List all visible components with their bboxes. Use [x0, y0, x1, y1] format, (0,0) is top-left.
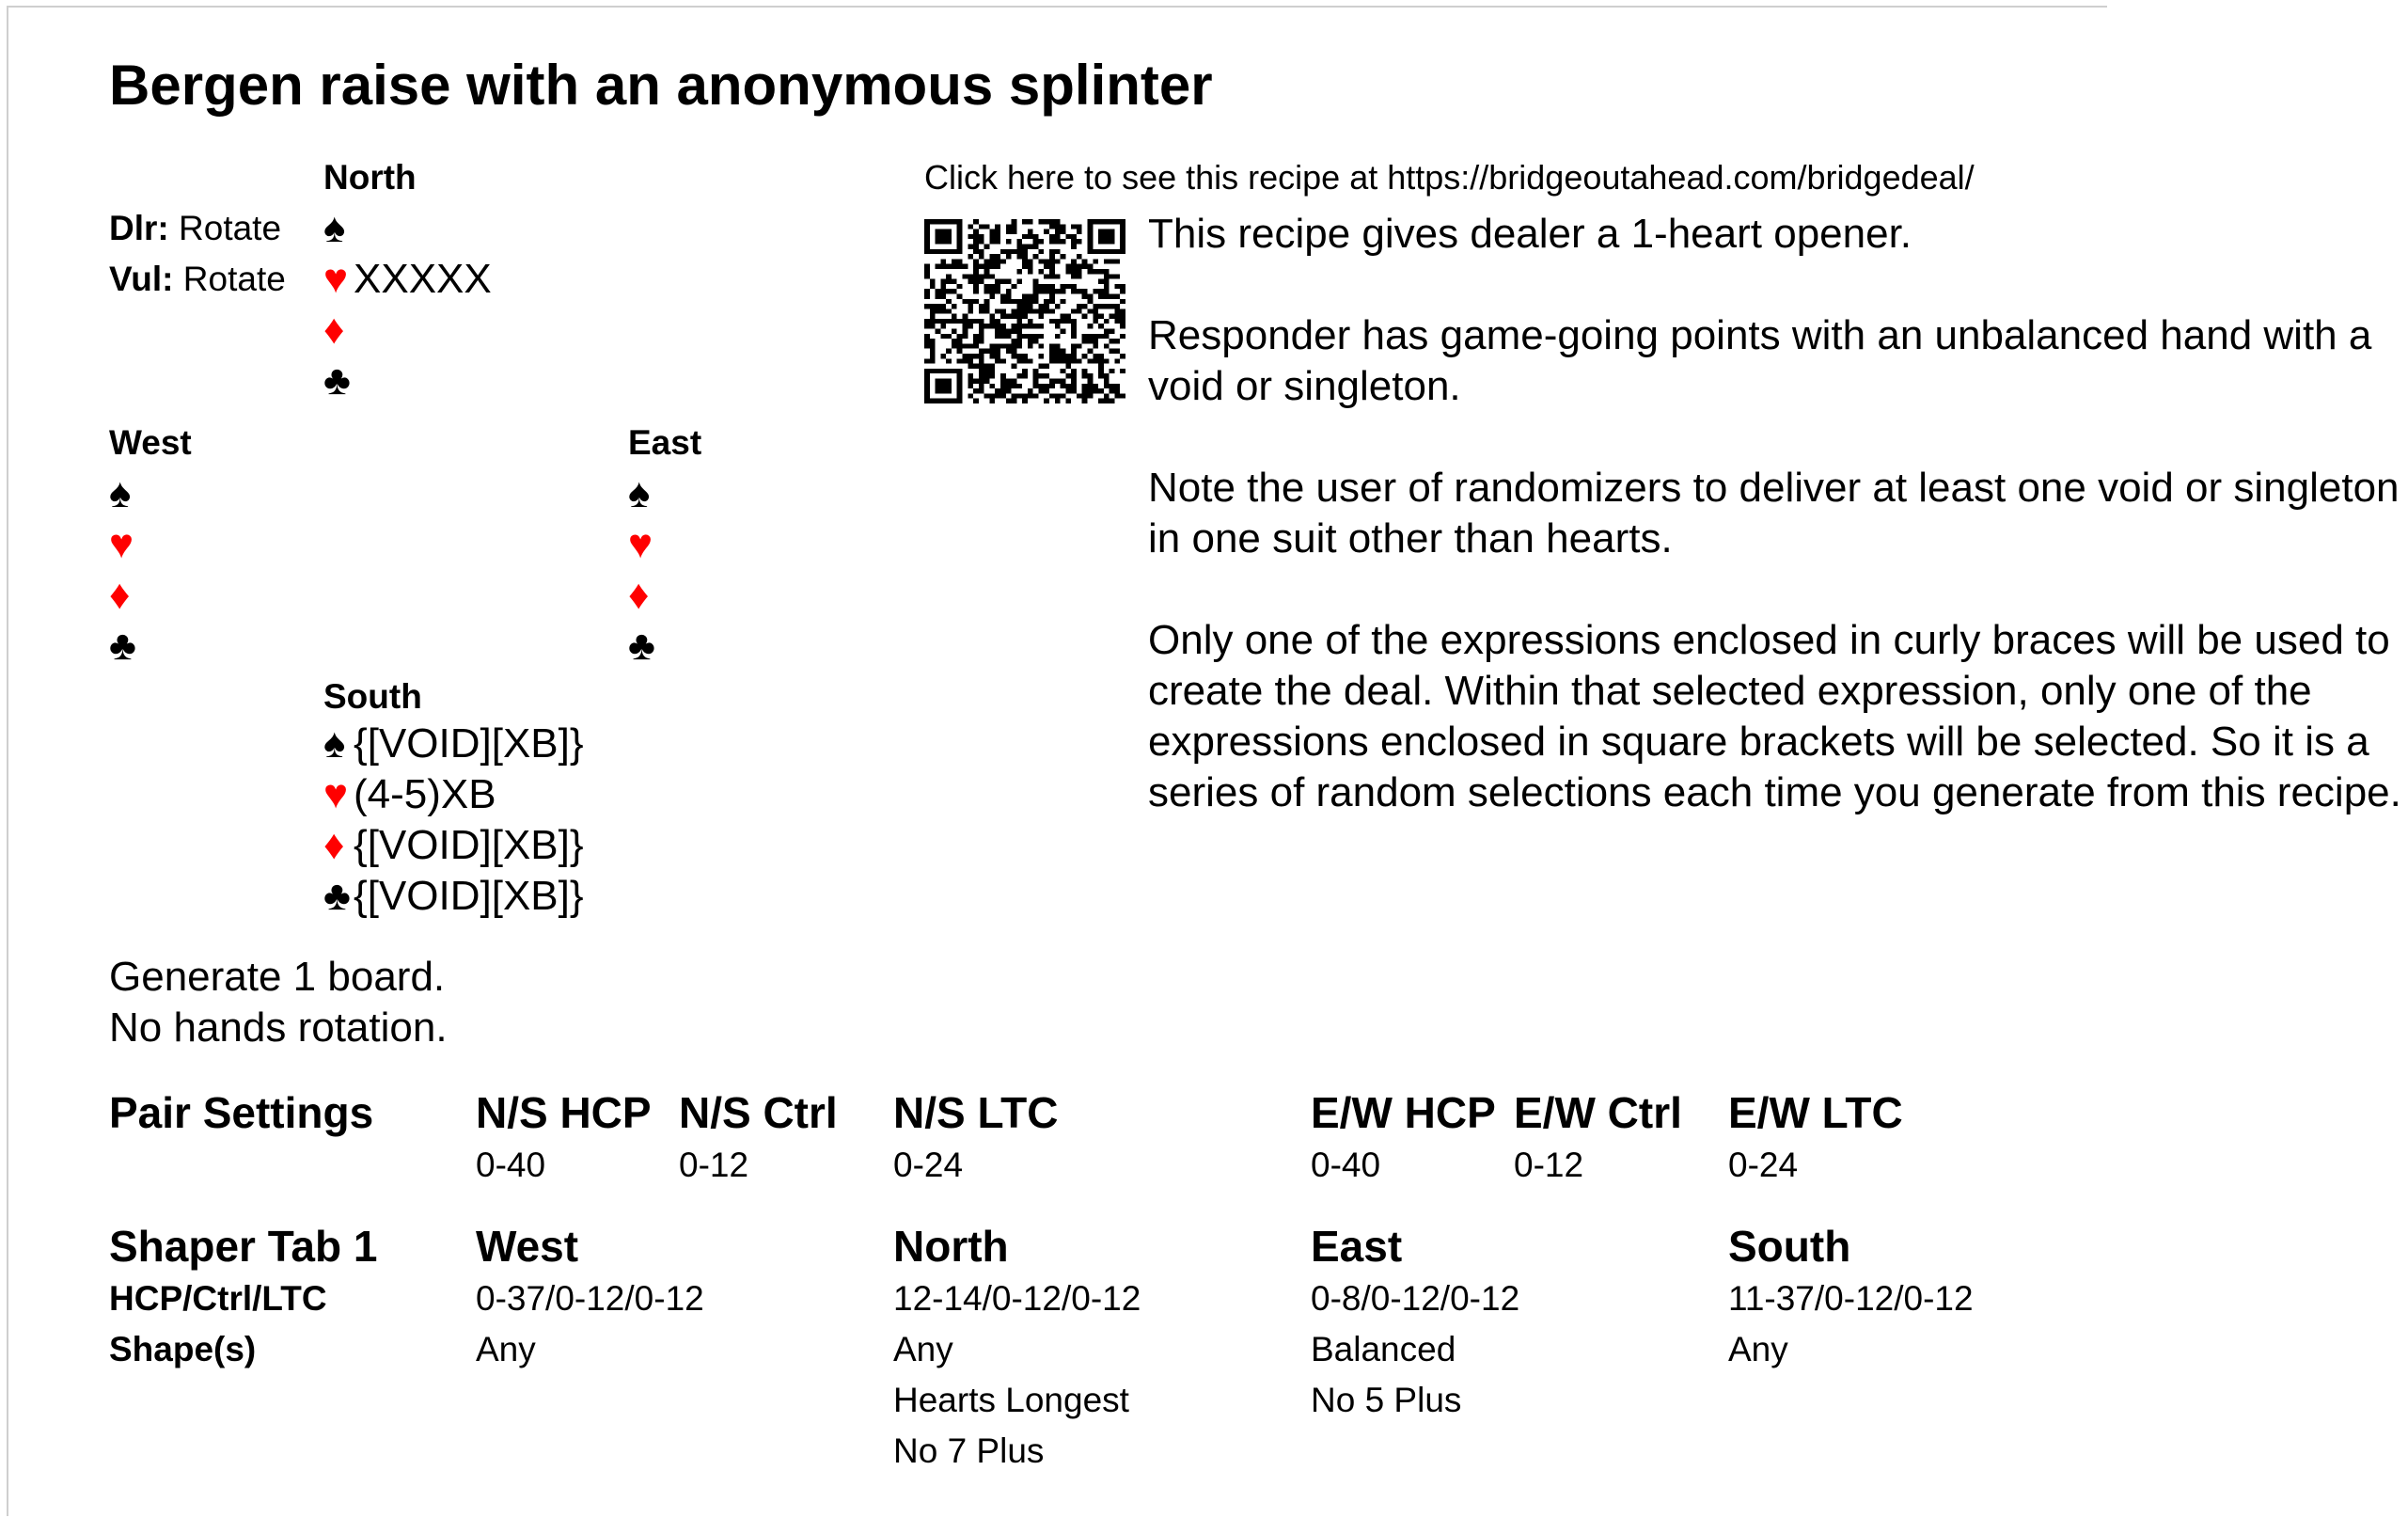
south-diamonds-holding: {[VOID][XB]} [354, 822, 584, 868]
shaper-north-shape: No 7 Plus [893, 1431, 1045, 1470]
south-spades [323, 720, 584, 767]
description-paragraph: Only one of the expressions enclosed in curly braces will be used to create the deal. Within that selected expression, only one of the expressions enclosed in square brackets will be selected. So it is a series of random selections each time you generate from this recipe. [1148, 617, 2401, 815]
east-clubs [628, 623, 658, 670]
east-label: East [628, 423, 702, 462]
south-spades-holding: {[VOID][XB]} [354, 720, 584, 767]
vul-label: Vul: [109, 260, 174, 298]
east-spades [628, 470, 658, 517]
club-icon: ♣ [323, 873, 351, 919]
south-clubs [323, 873, 584, 920]
south-diamonds [323, 822, 584, 869]
shaper-tab-label: Shaper Tab 1 [109, 1222, 378, 1271]
diamond-icon: ♦ [323, 307, 345, 353]
ns-ctrl-value: 0-12 [679, 1146, 749, 1184]
west-spades [109, 470, 139, 517]
ns-ltc-value: 0-24 [893, 1146, 964, 1184]
ew-ctrl-value: 0-12 [1514, 1146, 1584, 1184]
north-hearts [323, 256, 492, 303]
hcp-row-label: HCP/Ctrl/LTC [109, 1279, 327, 1318]
page-title: Bergen raise with an anonymous splinter [109, 54, 1213, 117]
north-hearts-holding: XXXXX [354, 256, 492, 302]
ns-hcp-header: N/S HCP [476, 1088, 652, 1137]
ew-hcp-value: 0-40 [1311, 1146, 1381, 1184]
shaper-south-header: South [1728, 1222, 1851, 1271]
heart-icon: ♥ [628, 521, 653, 567]
diamond-icon: ♦ [109, 572, 131, 618]
heart-icon: ♥ [109, 521, 134, 567]
ew-ltc-value: 0-24 [1728, 1146, 1799, 1184]
club-icon: ♣ [323, 357, 351, 403]
west-clubs [109, 623, 139, 670]
ns-hcp-value: 0-40 [476, 1146, 546, 1184]
south-hearts-holding: (4-5)XB [354, 771, 496, 817]
shaper-west-hcp: 0-37/0-12/0-12 [476, 1279, 704, 1318]
south-clubs-holding: {[VOID][XB]} [354, 873, 584, 919]
shaper-east-shape: Balanced [1311, 1330, 1456, 1368]
north-diamonds [323, 307, 354, 354]
south-label: South [323, 677, 422, 716]
shaper-east-header: East [1311, 1222, 1403, 1271]
diamond-icon: ♦ [628, 572, 650, 618]
west-label: West [109, 423, 192, 462]
dealer-value: Rotate [179, 209, 282, 247]
spade-icon: ♠ [323, 720, 346, 767]
pair-settings-label: Pair Settings [109, 1088, 374, 1137]
diamond-icon: ♦ [323, 822, 345, 868]
shaper-south-hcp: 11-37/0-12/0-12 [1728, 1279, 1974, 1318]
spade-icon: ♠ [109, 470, 132, 516]
north-label: North [323, 158, 417, 197]
shapes-row-label: Shape(s) [109, 1330, 257, 1368]
description-paragraph: Note the user of randomizers to deliver at least one void or singleton in one suit other than hearts. [1148, 465, 2400, 561]
spade-icon: ♠ [628, 470, 651, 516]
shaper-north-header: North [893, 1222, 1009, 1271]
north-spades [323, 205, 354, 252]
description-paragraph: This recipe gives dealer a 1-heart opener. [1148, 211, 1912, 257]
vul-row [109, 260, 286, 299]
dealer-label: Dlr: [109, 209, 169, 247]
shaper-east-shape: No 5 Plus [1311, 1381, 1462, 1419]
ew-hcp-header: E/W HCP [1311, 1088, 1496, 1137]
shaper-north-hcp: 12-14/0-12/0-12 [893, 1279, 1141, 1318]
ew-ltc-header: E/W LTC [1728, 1088, 1903, 1137]
shaper-east-hcp: 0-8/0-12/0-12 [1311, 1279, 1520, 1318]
east-diamonds [628, 572, 658, 619]
club-icon: ♣ [628, 623, 655, 669]
shaper-north-shape: Hearts Longest [893, 1381, 1129, 1419]
recipe-link[interactable]: Click here to see this recipe at https://bridgeoutahead.com/bridgedeal/ [924, 158, 1975, 197]
shaper-north-shape: Any [893, 1330, 953, 1368]
dealer-row [109, 209, 281, 248]
generate-count: Generate 1 board. [109, 954, 446, 1000]
shaper-south-shape: Any [1728, 1330, 1788, 1368]
rotation-note: No hands rotation. [109, 1004, 448, 1051]
shaper-west-header: West [476, 1222, 579, 1271]
ew-ctrl-header: E/W Ctrl [1514, 1088, 1682, 1137]
spade-icon: ♠ [323, 205, 346, 251]
heart-icon: ♥ [323, 771, 349, 817]
west-hearts [109, 521, 139, 568]
recipe-description [1148, 209, 2408, 869]
description-paragraph: Responder has game-going points with an unbalanced hand with a void or singleton. [1148, 312, 2372, 409]
heart-icon: ♥ [323, 256, 349, 302]
ns-ltc-header: N/S LTC [893, 1088, 1059, 1137]
vul-value: Rotate [182, 260, 286, 298]
north-clubs [323, 357, 354, 404]
club-icon: ♣ [109, 623, 136, 669]
shaper-west-shape: Any [476, 1330, 536, 1368]
west-diamonds [109, 572, 139, 619]
south-hearts [323, 771, 496, 818]
ns-ctrl-header: N/S Ctrl [679, 1088, 838, 1137]
east-hearts [628, 521, 658, 568]
qr-code-icon[interactable] [924, 219, 1125, 403]
